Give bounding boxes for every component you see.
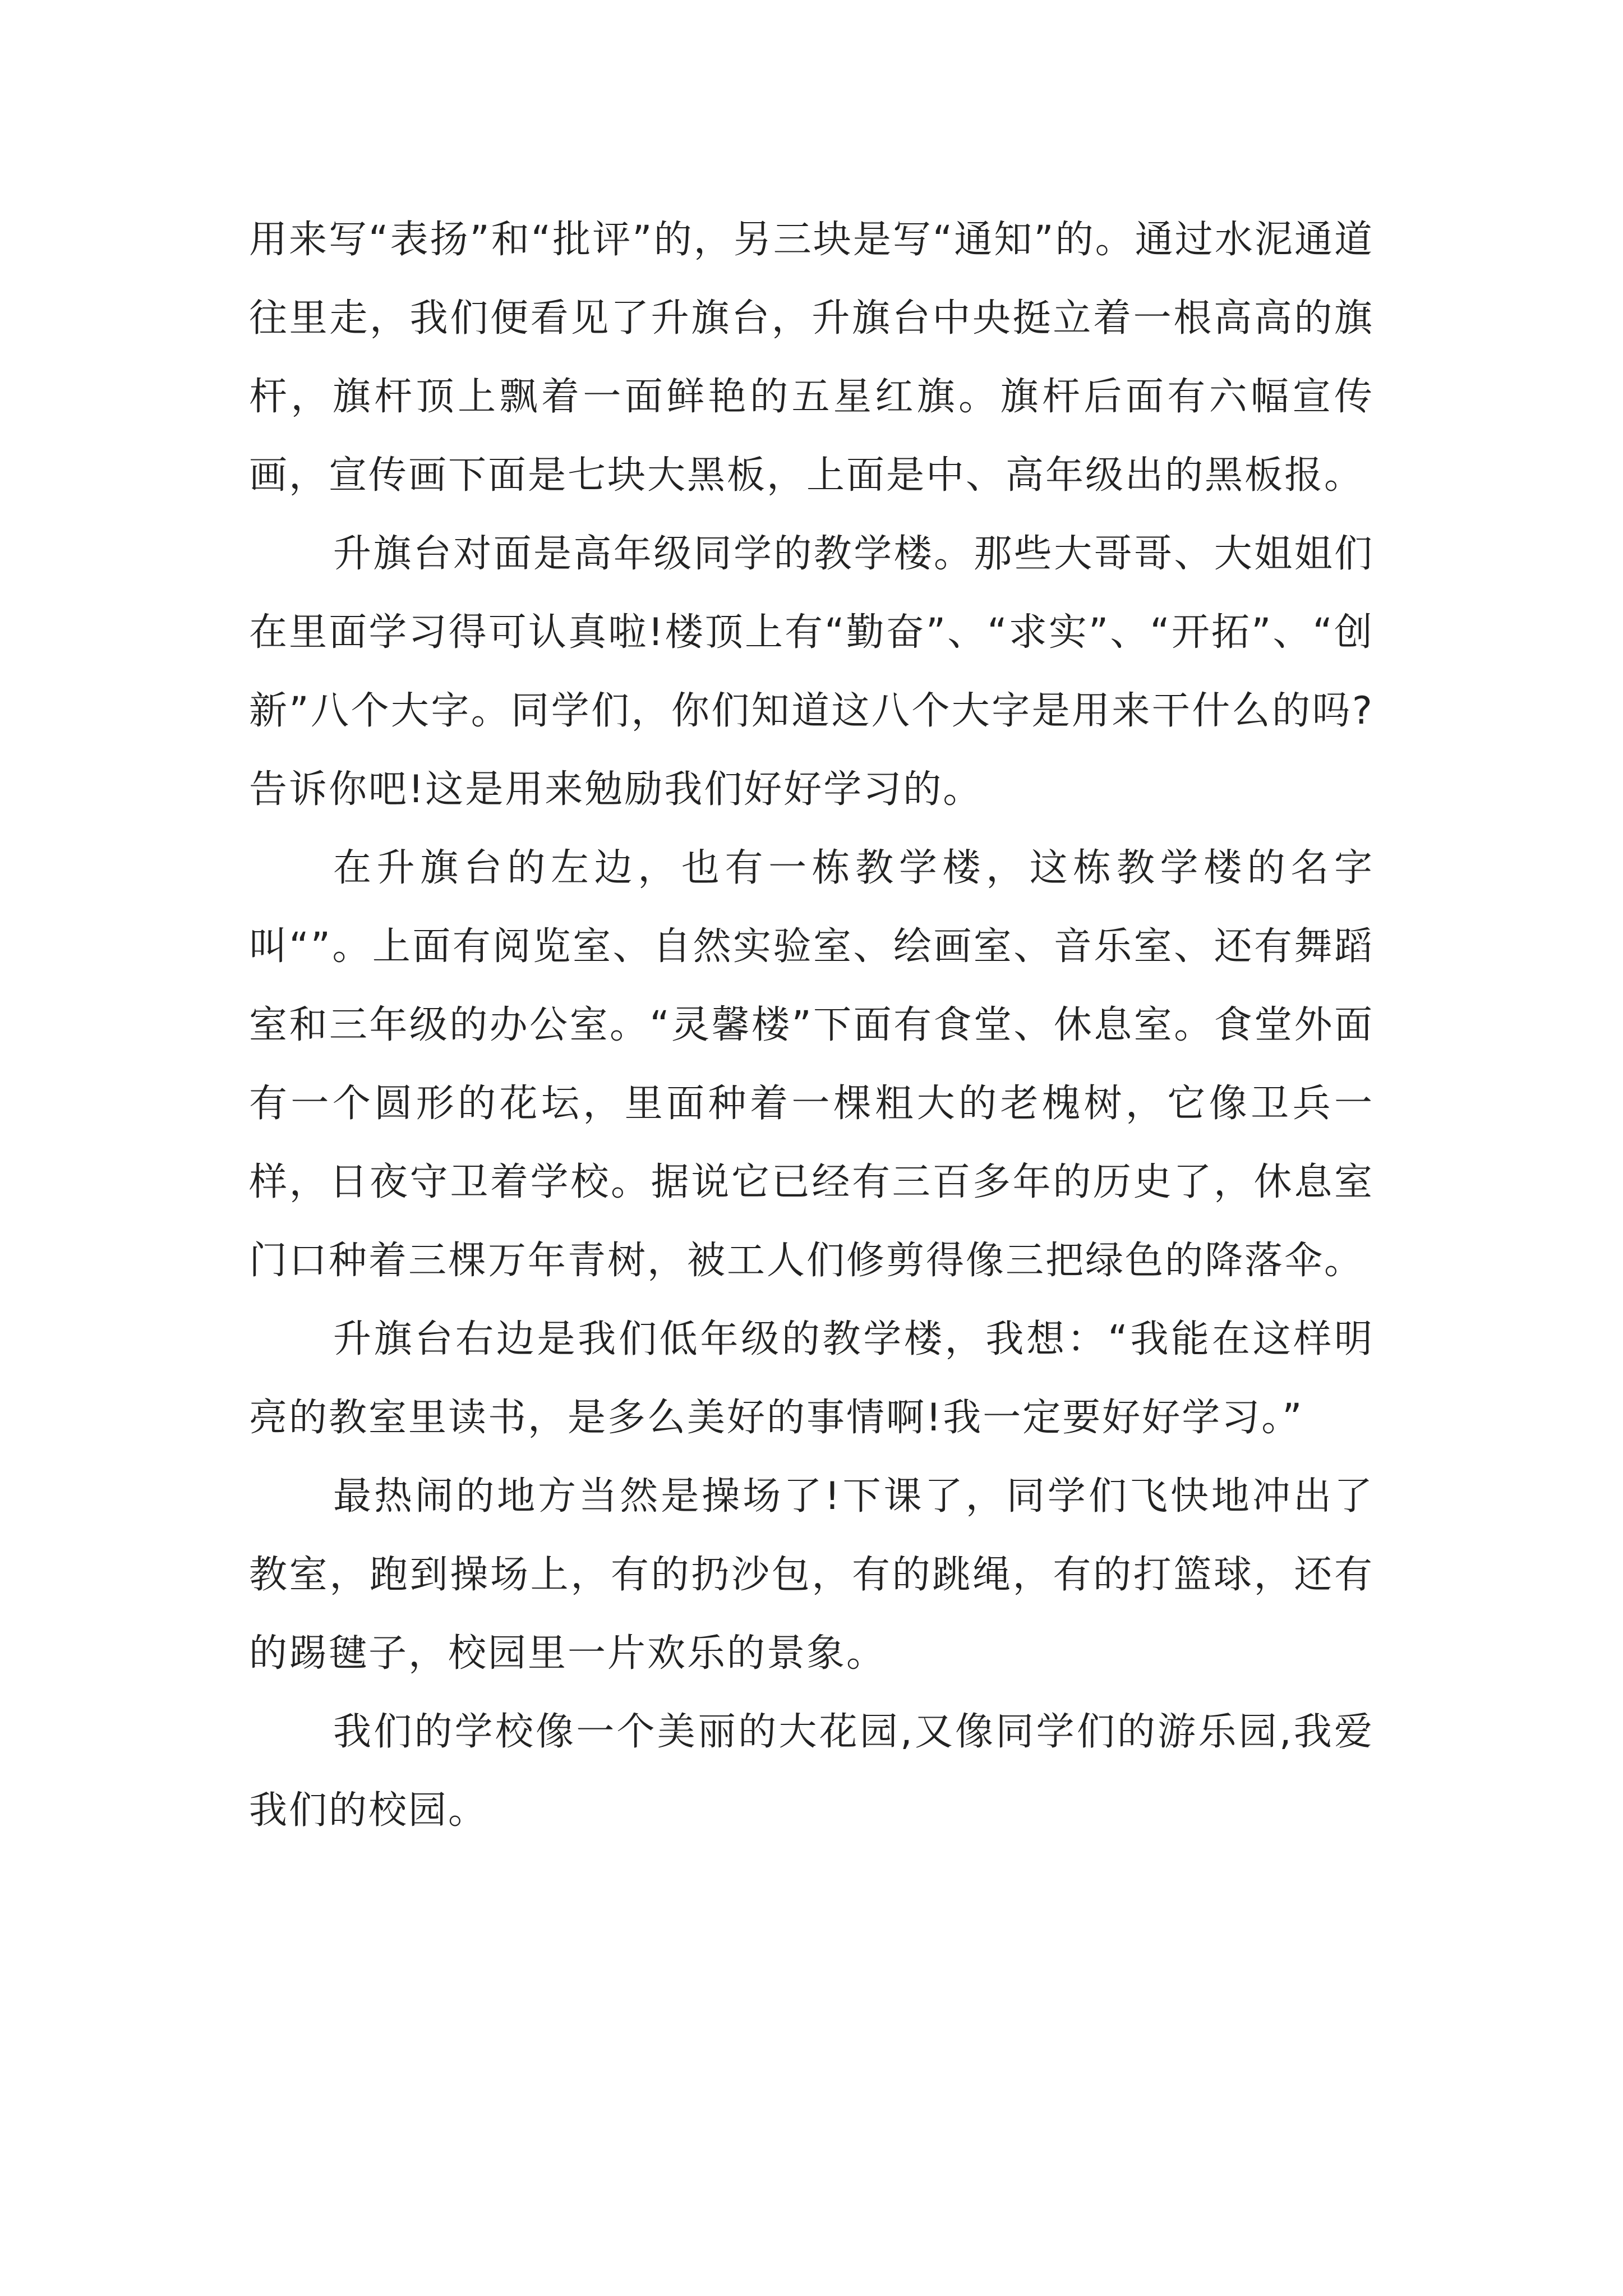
paragraph-conclusion: 我们的学校像一个美丽的大花园,又像同学们的游乐园,我爱我们的校园。 xyxy=(249,1710,1374,1833)
paragraph-teaching-building: 升旗台对面是高年级同学的教学楼。那些大哥哥、大姐姐们在里面学习得可认真啦!楼顶上有“勤奋”、“求实”、“开拓”、“创新”八个大字。同学们，你们知道这八个大字是用来干什么的吗?告诉你吧!这是用来勉励我们好好学习的。 xyxy=(249,532,1374,812)
article-body xyxy=(249,201,1374,1850)
paragraph-continuation: 用来写“表扬”和“批评”的，另三块是写“通知”的。通过水泥通道往里走，我们便看见了升旗台，升旗台中央挺立着一根高高的旗杆，旗杆顶上飘着一面鲜艳的五星红旗。旗杆后面有六幅宣传画，宣传画下面是七块大黑板，上面是中、高年级出的黑板报。 xyxy=(249,218,1374,498)
paragraph-playground: 最热闹的地方当然是操场了!下课了，同学们飞快地冲出了教室，跑到操场上，有的扔沙包，有的跳绳，有的打篮球，还有的踢毽子，校园里一片欢乐的景象。 xyxy=(249,1474,1374,1676)
paragraph-right-building: 升旗台右边是我们低年级的教学楼，我想：“我能在这样明亮的教室里读书，是多么美好的事情啊!我一定要好好学习。” xyxy=(249,1317,1374,1440)
paragraph-left-building: 在升旗台的左边，也有一栋教学楼，这栋教学楼的名字叫“”。上面有阅览室、自然实验室、绘画室、音乐室、还有舞蹈室和三年级的办公室。“灵馨楼”下面有食堂、休息室。食堂外面有一个圆形的花坛，里面种着一棵粗大的老槐树，它像卫兵一样，日夜守卫着学校。据说它已经有三百多年的历史了，休息室门口种着三棵万年青树，被工人们修剪得像三把绿色的降落伞。 xyxy=(249,846,1374,1283)
